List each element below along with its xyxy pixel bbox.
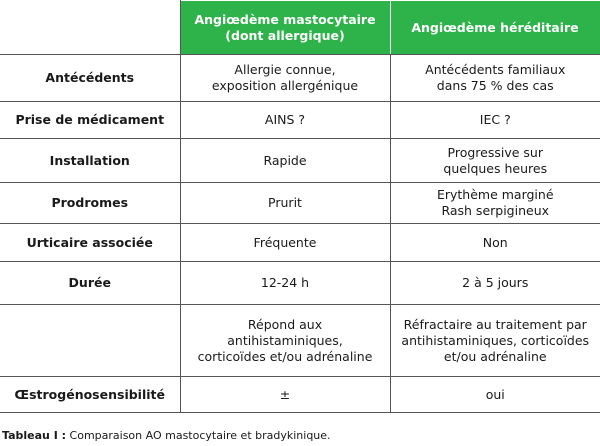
header-hereditaire bbox=[390, 1, 600, 55]
cell-hereditaire bbox=[390, 102, 600, 139]
table-body bbox=[0, 55, 600, 413]
header-mastocytaire-line-2: (dont allergique) bbox=[225, 27, 345, 43]
table-row bbox=[0, 55, 600, 102]
cell-mastocytaire bbox=[180, 139, 390, 183]
cell-line: antihistaminiques, corticoïdes bbox=[401, 332, 590, 348]
header-mastocytaire-line-1: Angiœdème mastocytaire bbox=[194, 11, 376, 27]
row-label: Durée bbox=[0, 262, 180, 305]
row-label: Prise de médicament bbox=[0, 102, 180, 139]
row-label: Urticaire associée bbox=[0, 224, 180, 262]
row-label: Œstrogénosensibilité bbox=[0, 377, 180, 413]
cell-hereditaire bbox=[390, 377, 600, 413]
row-label: Installation bbox=[0, 139, 180, 183]
cell-line: Antécédents familiaux bbox=[425, 62, 566, 77]
cell-line: exposition allergénique bbox=[211, 78, 359, 93]
caption-label: Tableau I : bbox=[2, 429, 67, 442]
cell-line: et/ou adrénaline bbox=[443, 348, 547, 364]
table-row bbox=[0, 262, 600, 305]
table-row bbox=[0, 305, 600, 377]
cell-line: 12-24 h bbox=[260, 275, 310, 290]
cell-mastocytaire bbox=[180, 55, 390, 102]
cell-line: IEC ? bbox=[479, 112, 511, 127]
cell-line: AINS ? bbox=[264, 112, 306, 127]
cell-line: Rapide bbox=[263, 152, 307, 168]
cell-mastocytaire bbox=[180, 305, 390, 377]
cell-line: oui bbox=[485, 386, 505, 402]
row-label bbox=[0, 305, 180, 377]
table-row bbox=[0, 139, 600, 183]
cell-line: Répond aux bbox=[247, 316, 323, 332]
cell-line: dans 75 % des cas bbox=[436, 78, 554, 93]
cell-mastocytaire bbox=[180, 262, 390, 305]
cell-hereditaire bbox=[390, 305, 600, 377]
table-row bbox=[0, 377, 600, 413]
cell-hereditaire bbox=[390, 262, 600, 305]
cell-line: 2 à 5 jours bbox=[462, 275, 529, 290]
cell-line: Fréquente bbox=[253, 234, 317, 250]
cell-hereditaire bbox=[390, 139, 600, 183]
table-row bbox=[0, 183, 600, 224]
table-row bbox=[0, 102, 600, 139]
cell-hereditaire bbox=[390, 224, 600, 262]
table-row bbox=[0, 224, 600, 262]
table-caption bbox=[2, 429, 331, 443]
row-label: Antécédents bbox=[0, 55, 180, 102]
cell-hereditaire bbox=[390, 55, 600, 102]
cell-line: quelques heures bbox=[443, 160, 548, 176]
cell-line: Erythème marginé bbox=[436, 187, 554, 202]
header-corner bbox=[0, 1, 180, 55]
cell-line: ± bbox=[279, 386, 291, 402]
header-hereditaire-line-1: Angiœdème héréditaire bbox=[411, 19, 579, 35]
cell-line: antihistaminiques, bbox=[227, 332, 343, 348]
cell-hereditaire bbox=[390, 183, 600, 224]
cell-line: Progressive sur bbox=[447, 144, 543, 160]
cell-line: corticoïdes et/ou adrénaline bbox=[197, 348, 373, 364]
cell-line: Non bbox=[482, 234, 508, 250]
cell-line: Prurit bbox=[268, 195, 302, 210]
caption-text: Comparaison AO mastocytaire et bradykinique. bbox=[69, 429, 331, 442]
header-mastocytaire bbox=[180, 1, 390, 55]
cell-line: Réfractaire au traitement par bbox=[403, 316, 587, 332]
cell-mastocytaire bbox=[180, 102, 390, 139]
cell-mastocytaire bbox=[180, 377, 390, 413]
header-row bbox=[0, 1, 600, 55]
cell-line: Allergie connue, bbox=[234, 62, 336, 77]
cell-line: Rash serpigineux bbox=[441, 203, 550, 218]
row-label: Prodromes bbox=[0, 183, 180, 224]
cell-mastocytaire bbox=[180, 183, 390, 224]
cell-mastocytaire bbox=[180, 224, 390, 262]
